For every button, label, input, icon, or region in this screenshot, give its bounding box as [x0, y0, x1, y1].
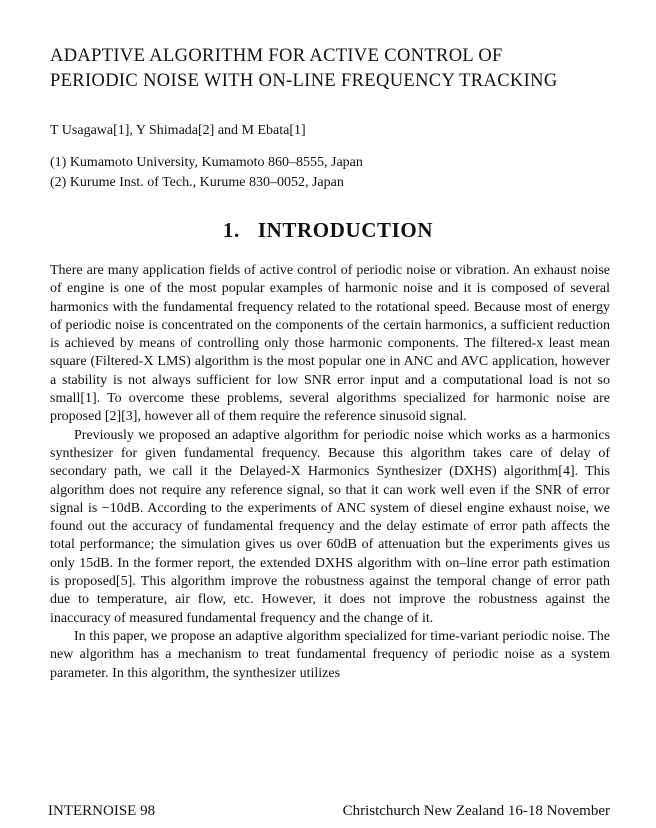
section-title: INTRODUCTION	[257, 218, 434, 242]
affiliation-2: (2) Kurume Inst. of Tech., Kurume 830–0052, Japan	[50, 175, 344, 190]
section-heading	[0, 218, 656, 243]
paragraph-2: Previously we proposed an adaptive algorithm for periodic noise which works as a harmonics synthesizer for given fundamental frequency. Because this algorithm takes care of delay of secondary path, we call it the Delayed-X Harmonics Synthesizer (DXHS) algorithm[4]. This algorithm does not require any reference signal, so that it can work well even if the SNR of error signal is −10dB. According to the experiments of ANC system of diesel engine exhaust noise, we found out the accuracy of fundamental frequency and the delay estimate of error path affects the total performance; the simulation gives us over 60dB of attenuation but the experiments gives us only 15dB. In the former report, the extended DXHS algorithm with on–line error path estimation is proposed[5]. This algorithm improve the robustness against the temporal change of error path due to temperature, air flow, etc. However, it does not improve the robustness against the inaccuracy of measured fundamental frequency and the change of it.	[50, 427, 610, 626]
footer-location-date: Christchurch New Zealand 16-18 November	[342, 803, 610, 819]
paragraph-3: In this paper, we propose an adaptive algorithm specialized for time-variant periodic noise. The new algorithm has a mechanism to treat fundamental frequency of periodic noise as a system parameter. In this algorithm, the synthesizer utilizes	[50, 628, 610, 681]
authors: T Usagawa[1], Y Shimada[2] and M Ebata[1]	[50, 123, 306, 138]
affiliation-1: (1) Kumamoto University, Kumamoto 860–8555, Japan	[50, 155, 363, 170]
page-footer	[48, 803, 610, 820]
paragraph-1: There are many application fields of active control of periodic noise or vibration. An exhaust noise of engine is one of the most popular examples of harmonic noise and it is composed of several harmonics with the fundamental frequency related to the rotational speed. Because most of energy of periodic noise is concentrated on the components of the certain harmonics, a sufficient reduction is achieved by means of controlling only those harmonic components. The filtered-x least mean square (Filtered-X LMS) algorithm is the most popular one in ANC and AVC application, however a stability is not always sufficient for low SNR error input and a computational load is not so small[1]. To overcome these problems, several algorithms specialized for harmonic noise are proposed [2][3], however all of them require the reference sinusoid signal.	[50, 263, 610, 425]
title-line-2: PERIODIC NOISE WITH ON-LINE FREQUENCY TRACKING	[50, 71, 558, 91]
section-number: 1.	[222, 218, 240, 242]
body-text	[50, 262, 610, 683]
affiliations	[50, 153, 363, 193]
paper-title	[50, 44, 620, 94]
footer-conference: INTERNOISE 98	[48, 803, 156, 819]
title-line-1: ADAPTIVE ALGORITHM FOR ACTIVE CONTROL OF	[50, 46, 503, 66]
